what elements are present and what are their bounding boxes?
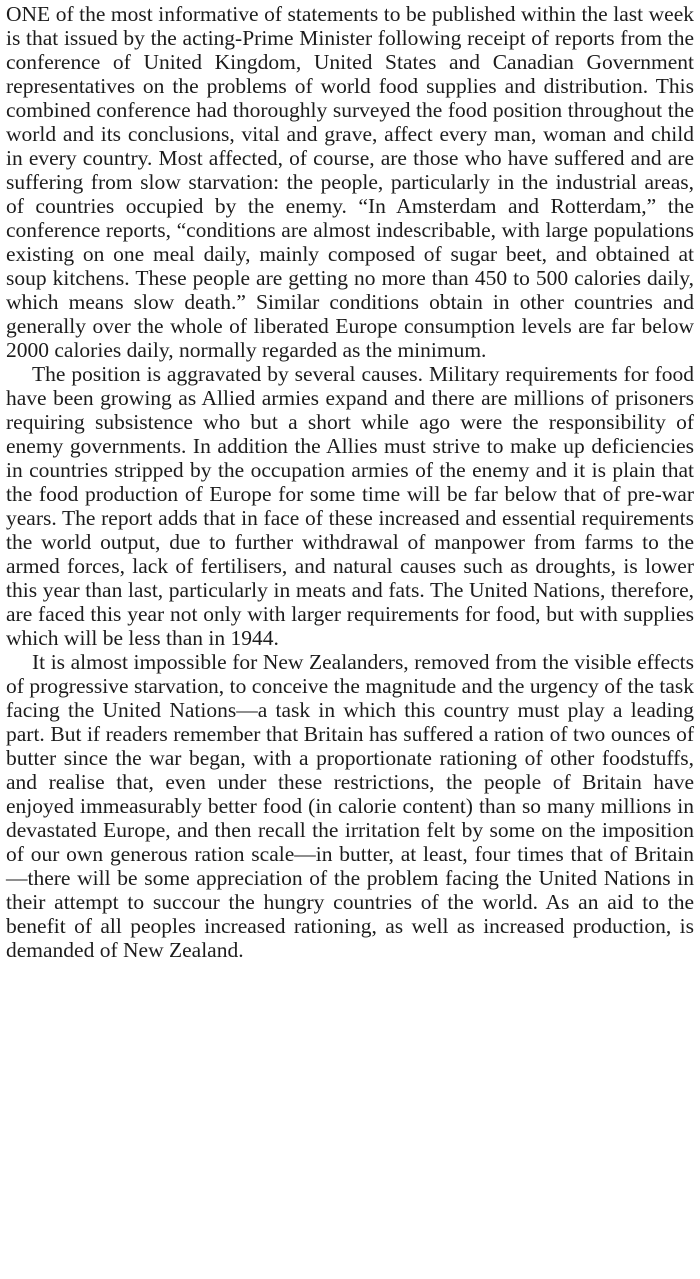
paragraph-2: The position is aggravated by several causes. Military requirements for food have been growing as Allied armies expand and there are millions of prisoners requiring subsistence who but a short while ago were the responsibility of enemy governments. In addition the Allies must strive to make up deficiencies in countries stripped by the occupation armies of the enemy and it is plain that the food production of Europe for some time will be far below that of pre-war years. The report adds that in face of these increased and essential requirements the world output, due to further withdrawal of manpower from farms to the armed forces, lack of fertilisers, and natural causes such as droughts, is lower this year than last, particularly in meats and fats. The United Nations, therefore, are faced this year not only with larger requirements for food, but with supplies which will be less than in 1944. — [6, 362, 694, 650]
article-column — [6, 2, 694, 962]
paragraph-3: It is almost impossible for New Zealanders, removed from the visible effects of progressive starvation, to conceive the magnitude and the urgency of the task facing the United Nations—a task in which this country must play a leading part. But if readers remember that Britain has suffered a ration of two ounces of butter since the war began, with a proportionate rationing of other foodstuffs, and realise that, even under these restrictions, the people of Britain have enjoyed immeasurably better food (in calorie content) than so many millions in devastated Europe, and then recall the irritation felt by some on the imposition of our own generous ration scale—in butter, at least, four times that of Britain—there will be some appreciation of the problem facing the United Nations in their attempt to succour the hungry countries of the world. As an aid to the benefit of all peoples increased rationing, as well as increased production, is demanded of New Zealand. — [6, 650, 694, 962]
paragraph-1: ONE of the most informative of statements to be published within the last week is that issued by the acting-Prime Minister following receipt of reports from the conference of United Kingdom, United States and Canadian Government representatives on the problems of world food supplies and distribution. This combined conference had thoroughly surveyed the food position throughout the world and its conclusions, vital and grave, affect every man, woman and child in every country. Most affected, of course, are those who have suffered and are suffering from slow starvation: the people, particularly in the industrial areas, of countries occupied by the enemy. “In Amsterdam and Rotterdam,” the conference reports, “conditions are almost indescribable, with large populations existing on one meal daily, mainly composed of sugar beet, and obtained at soup kitchens. These people are getting no more than 450 to 500 calories daily, which means slow death.” Similar conditions obtain in other countries and generally over the whole of liberated Europe consumption levels are far below 2000 calories daily, normally regarded as the minimum. — [6, 2, 694, 362]
